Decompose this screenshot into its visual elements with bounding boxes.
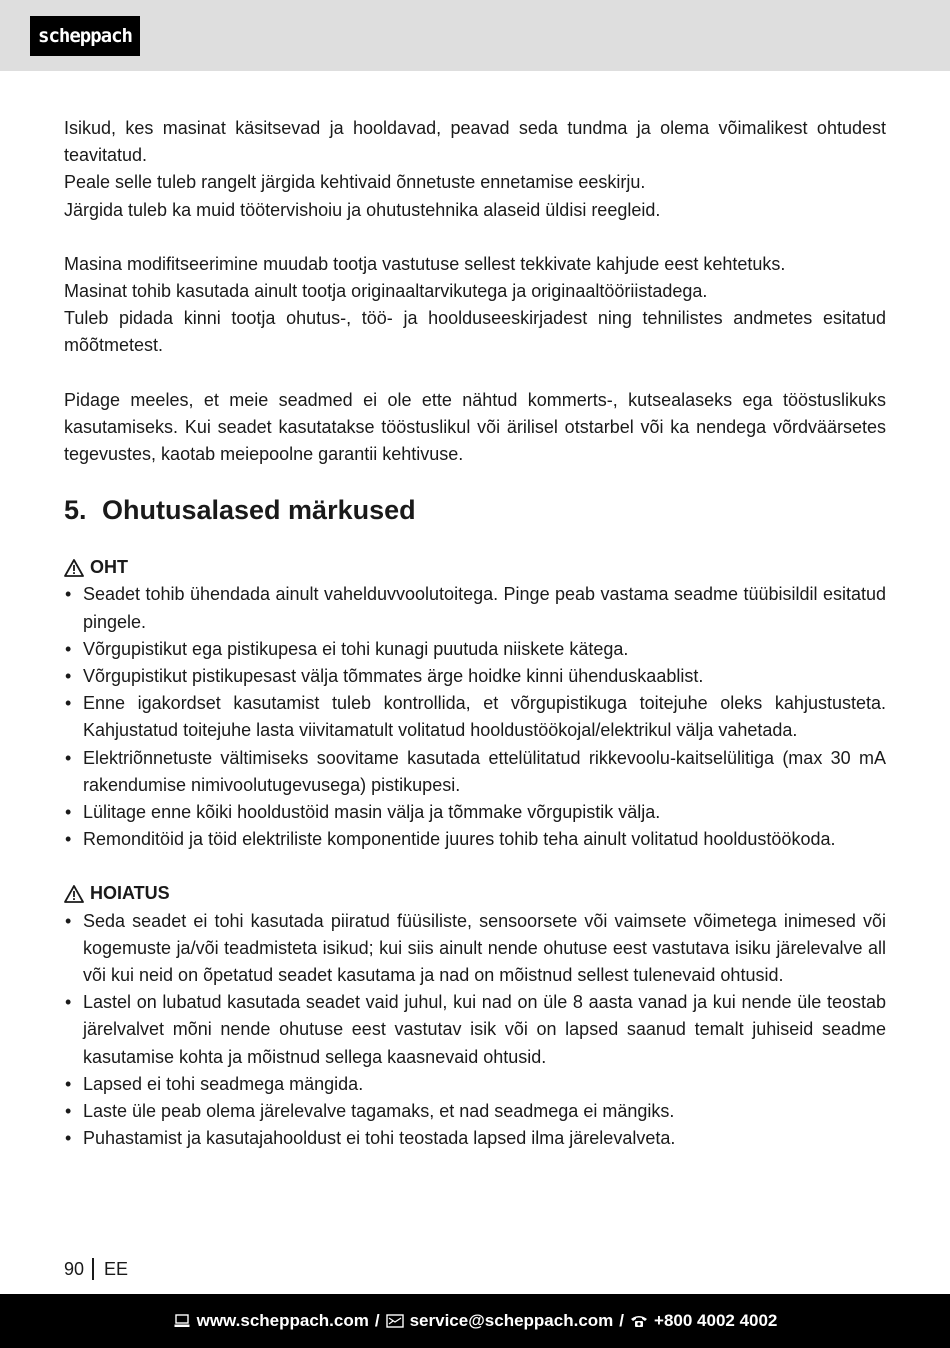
intro-paragraph-2 (64, 251, 886, 360)
text-line: Tuleb pidada kinni tootja ohutus-, töö- ja hoolduseeskirjadest ning tehnilistes andmetes esitatud mõõtmetest. (64, 308, 886, 356)
list-item: • Remonditöid ja töid elektriliste komponentide juures tohib teha ainult volitatud hooldustöökoda. (65, 829, 836, 850)
intro-paragraph-3 (64, 387, 886, 469)
language-code: EE (104, 1259, 129, 1279)
website-link[interactable]: www.scheppach.com (196, 1311, 369, 1330)
text-line: Masinat tohib kasutada ainult tootja originaaltarvikutega ja originaaltööriistadega. (64, 281, 708, 302)
list-item-text: Seda seadet ei tohi kasutada piiratud füüsiliste, sensoorsete või vaimsete võimetega inimesed või kogemuste ja/või teadmisteta isikud; kui siis ainult nende ohutuse eest vastutava isiku järelevalve all või kui neid on õpetatud seadet kasutama ja nad on mõistnud sellest tulenevaid ohtusid. (83, 910, 886, 986)
scheppach-logo: scheppach (30, 16, 140, 56)
list-item-text: Lapsed ei tohi seadmega mängida. (83, 1073, 364, 1094)
list-item-text: Enne igakordset kasutamist tuleb kontrollida, et võrgupistikuga toitejuhe oleks kahjustusteta. Kahjustatud toitejuhe lasta viivitamatult volitatud hooldustöökojal/elektrikul välja vahetada. (83, 693, 886, 741)
list-item: • Laste üle peab olema järelevalve tagamaks, et nad seadmega ei mängiks. (65, 1101, 675, 1122)
text-line: Järgida tuleb ka muid töötervishoiu ja ohutustehnika alaseid üldisi reegleid. (64, 199, 661, 220)
phone-number[interactable]: +800 4002 4002 (654, 1311, 778, 1330)
list-item: • Puhastamist ja kasutajahooldust ei tohi teostada lapsed ilma järelevalveta. (65, 1128, 676, 1149)
list-item: • Võrgupistikut pistikupesast välja tõmmates ärge hoidke kinni ühenduskaablist. (65, 666, 704, 687)
list-item: • Võrgupistikut ega pistikupesa ei tohi kunagi puutuda niiskete kätega. (65, 638, 629, 659)
section-heading (64, 495, 886, 526)
warning-triangle-icon (64, 558, 84, 578)
list-item-text: Seadet tohib ühendada ainult vahelduvvoolutoitega. Pinge peab vastama seadme tüübisildil esitatud pingele. (83, 584, 886, 632)
computer-icon (173, 1313, 191, 1329)
page-number-divider (92, 1258, 94, 1280)
list-item-text: Lastel on lubatud kasutada seadet vaid juhul, kui nad on üle 8 aasta vanad ja kui nende üle teostab järelvalvet mõni nende ohutuse eest vastutav isik või on lapsed saanud temalt juhiseid seadme kasutamise kohta ja mõistnud sellega kaasnevaid ohtusid. (83, 992, 886, 1067)
warning-list (64, 908, 886, 1153)
list-item: • Elektriõnnetuste vältimiseks soovitame kasutada ettelülitatud rikkevoolu-kaitselülitiga (max 30 mA rakendumise nimivoolutugevusega) pistikupesi. (65, 747, 886, 795)
footer-separator: / (374, 1311, 380, 1330)
page-content (64, 115, 886, 1180)
list-item: • Enne igakordset kasutamist tuleb kontrollida, et võrgupistikuga toitejuhe oleks kahjustusteta. Kahjustatud toitejuhe lasta viivitamatult volitatud hooldustöökojal/elektrikul välja vahetada. (65, 693, 886, 741)
list-item: • Seadet tohib ühendada ainult vahelduvvoolutoitega. Pinge peab vastama seadme tüübisildil esitatud pingele. (65, 584, 886, 632)
list-item-text: Puhastamist ja kasutajahooldust ei tohi teostada lapsed ilma järelevalveta. (83, 1128, 676, 1149)
page-number (64, 1256, 128, 1282)
list-item-text: Võrgupistikut ega pistikupesa ei tohi kunagi puutuda niiskete kätega. (83, 638, 629, 659)
text-line: Isikud, kes masinat käsitsevad ja hooldavad, peavad seda tundma ja olema võimalikest ohtudest teavitatud. (64, 118, 886, 166)
text-line: Peale selle tuleb rangelt järgida kehtivaid õnnetuste ennetamise eeskirju. (64, 172, 646, 193)
footer-separator: / (619, 1311, 625, 1330)
page-footer (0, 1294, 950, 1348)
danger-list (64, 581, 886, 853)
phone-icon (630, 1313, 648, 1329)
list-item: • Lastel on lubatud kasutada seadet vaid juhul, kui nad on üle 8 aasta vanad ja kui nende üle teostab järelvalvet mõni nende ohutuse eest vastutav isik või on lapsed saanud temalt juhiseid seadme kasutamise kohta ja mõistnud sellega kaasnevaid ohtusid. (65, 992, 886, 1067)
intro-paragraph-1 (64, 115, 886, 224)
email-link[interactable]: service@scheppach.com (409, 1311, 614, 1330)
warning-heading (64, 880, 886, 907)
list-item-text: Elektriõnnetuste vältimiseks soovitame kasutada ettelülitatud rikkevoolu-kaitselülitiga (max 30 mA rakendumise nimivoolutugevusega) pistikupesi. (83, 747, 886, 795)
list-item: • Lülitage enne kõiki hooldustöid masin välja ja tõmmake võrgupistik välja. (65, 802, 661, 823)
section-number: 5. (64, 495, 87, 526)
warning-triangle-icon (64, 884, 84, 904)
danger-heading-text: OHT (90, 557, 128, 578)
warning-heading-text: HOIATUS (90, 883, 170, 904)
page-number-value: 90 (64, 1259, 85, 1279)
list-item-text: Laste üle peab olema järelevalve tagamaks, et nad seadmega ei mängiks. (83, 1101, 675, 1122)
page-header (0, 0, 950, 71)
section-title: Ohutusalased märkused (102, 495, 416, 526)
danger-heading (64, 554, 886, 581)
list-item-text: Lülitage enne kõiki hooldustöid masin välja ja tõmmake võrgupistik välja. (83, 802, 661, 823)
list-item: • Seda seadet ei tohi kasutada piiratud füüsiliste, sensoorsete või vaimsete võimetega inimesed või kogemuste ja/või teadmisteta isikud; kui siis ainult nende ohutuse eest vastutava isiku järelevalve all või kui neid on õpetatud seadet kasutama ja nad on mõistnud sellest tulenevaid ohtusid. (65, 910, 886, 986)
list-item-text: Võrgupistikut pistikupesast välja tõmmates ärge hoidke kinni ühenduskaablist. (83, 666, 704, 687)
list-item: • Lapsed ei tohi seadmega mängida. (65, 1073, 364, 1094)
email-icon (386, 1313, 404, 1329)
list-item-text: Remonditöid ja töid elektriliste komponentide juures tohib teha ainult volitatud hooldustöökoda. (83, 829, 836, 850)
text-line: Pidage meeles, et meie seadmed ei ole ette nähtud kommerts-, kutsealaseks ega tööstuslikuks kasutamiseks. Kui seadet kasutatakse tööstuslikul või ärilisel otstarbel või ka nendega võrdväärsetes tegevustes, kaotab meiepoolne garantii kehtivuse. (64, 389, 886, 465)
text-line: Masina modifitseerimine muudab tootja vastutuse sellest tekkivate kahjude eest kehtetuks. (64, 253, 786, 274)
